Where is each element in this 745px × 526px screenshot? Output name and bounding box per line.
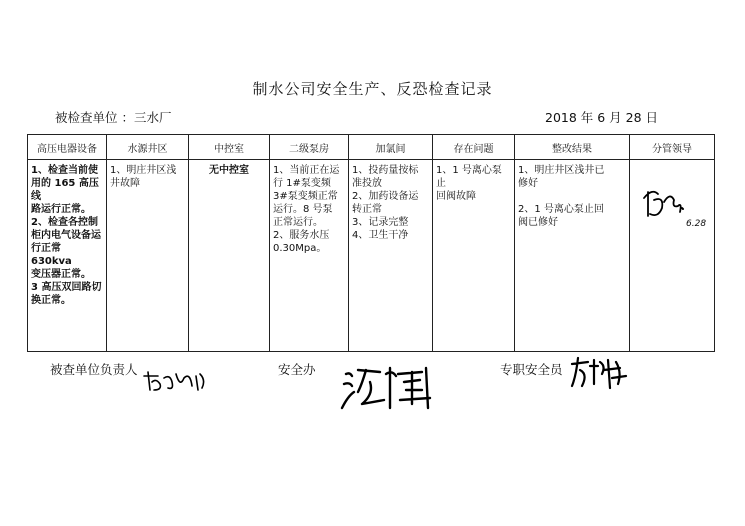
header-pump-house: 二级泵房 [270, 135, 349, 160]
cell-leader [630, 160, 715, 352]
cell-control-room: 无中控室 [189, 160, 270, 352]
inspection-date: 2018 年 6 月 28 日 [545, 110, 659, 125]
cell-chlorination: 1、投药量按标 准投放 2、加药设备运 转正常 3、记录完整 4、卫生干净 [349, 160, 433, 352]
header-leader: 分管领导 [630, 135, 715, 160]
inspection-table [27, 134, 715, 352]
cell-pump-house: 1、当前正在运 行 1#泵变频 3#泵变频正常 运行。8 号泵 正常运行。 2、服务水压 0.30Mpa。 [270, 160, 349, 352]
cell-water-source: 1、明庄井区浅 井故障 [107, 160, 189, 352]
header-chlorination: 加氯间 [349, 135, 433, 160]
table-header-row [28, 135, 715, 160]
cell-issues: 1、1 号离心泵止 回阀故障 [433, 160, 515, 352]
safety-office-label: 安全办 [278, 362, 316, 377]
safety-officer-signature [568, 356, 630, 392]
leader-signature-date: 6.28 [686, 219, 707, 229]
document-title: 制水公司安全生产、反恐检查记录 [252, 80, 493, 98]
header-water-source: 水源井区 [107, 135, 189, 160]
header-hv-equipment: 高压电器设备 [28, 135, 107, 160]
table-row [28, 160, 715, 352]
header-issues: 存在问题 [433, 135, 515, 160]
header-control-room: 中控室 [189, 135, 270, 160]
responsible-person-signature [140, 368, 212, 396]
safety-officer-label: 专职安全员 [500, 362, 563, 377]
header-rectification: 整改结果 [515, 135, 630, 160]
safety-office-signature [340, 364, 450, 414]
responsible-person-label: 被查单位负责人 [50, 362, 138, 377]
cell-hv-equipment: 1、检查当前使 用的 165 高压线 路运行正常。 2、检查各控制 柜内电气设备运 行正常 630kva 变压器正常。 3 高压双回路切 换正常。 [28, 160, 107, 352]
cell-rectification: 1、明庄井区浅井已 修好 2、1 号离心泵止回 阀已修好 [515, 160, 630, 352]
inspected-unit: 被检查单位 ：三水厂 [55, 110, 172, 125]
